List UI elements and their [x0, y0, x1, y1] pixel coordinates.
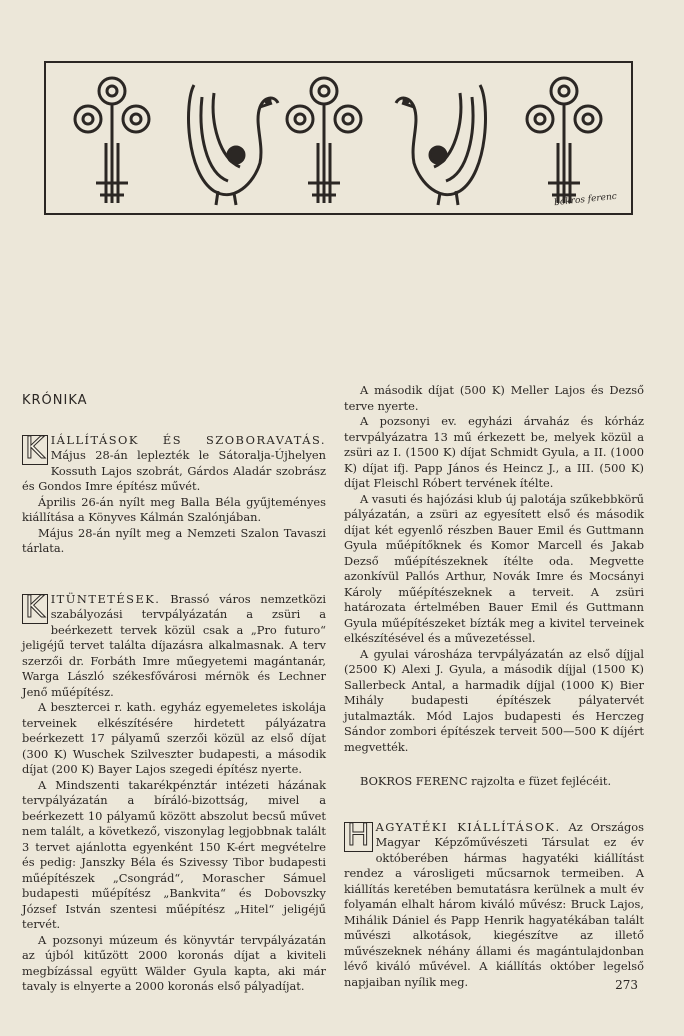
folk-art-ornament [46, 63, 635, 217]
left-column [22, 393, 326, 995]
illustrator-credit: BOKROS FERENC rajzolta e füzet fejlécéit. [360, 774, 612, 788]
header-ornament [44, 61, 633, 215]
section-estate-lead [344, 817, 644, 991]
paragraph: Brassó város nemzetközi szabályozási tervpályázatán a zsüri a beérkezett tervek közül csak a „Pro futuro“ jeligéjű tervet találta díjazásra alkalmasnak. A terv szerzői dr. Forbáth Imre műegyetemi magántanár, Warga László székesfővárosi mérnök és Lechner Jenő műépítész. [22, 591, 326, 699]
paragraph: Április 26-án nyílt meg Balla Béla gyűjteményes kiállítása a Könyves Kálmán Szalónjában. [22, 494, 326, 524]
dropcap: K [22, 594, 48, 624]
right-column [344, 383, 644, 990]
section-exhibitions-lead [22, 430, 326, 495]
paragraph: A pozsonyi ev. egyházi árvaház és kórház tervpályázatra 13 mű érkezett be, melyek közül a zsüri az I. (1500 K) díjat Schmidt Gyula, a II. (1000 K) díjat ifj. Papp János és Heincz J., a III. (500 K) díjat Fleischl Róbert tervének ítélte. [344, 414, 644, 490]
paragraph: Május 28-án leplezték le Sátoralja-Újhelyen Kossuth Lajos szobrát, Gárdos Aladár szobrász és Gondos Imre építész művét. [22, 448, 326, 493]
paragraph: A vasuti és hajózási klub új palotája szűkebbkörű pályázatán, a zsüri az egyesített első és második díjat két egyenlő részben Bauer Emil és Guttmann Gyula műépítőknek és Komor Marcell és Jakab Dezső műépítészeknek ítélte oda. Megvette azonkívül Pallós Arthur, Novák Imre és Mocsányi Károly műépítészeknek a terveit. A zsüri határozata értelmében Bauer Emil és Guttmann Gyula műépítészeket bízták meg a kivitel terveinek elkészítésével és a művezetéssel. [344, 491, 644, 645]
paragraph: A második díjat (500 K) Meller Lajos és Dezső terve nyerte. [344, 383, 644, 413]
chronicle-heading: KRÓNIKA [22, 393, 88, 408]
paragraph: Május 28-án nyílt meg a Nemzeti Szalon Tavaszi tárlata. [22, 525, 326, 555]
section-awards-lead [22, 589, 326, 701]
section-title: AGYATÉKI KIÁLLÍTÁSOK. [375, 819, 561, 834]
section-title: ITÜNTETÉSEK. [50, 591, 161, 606]
section-title: IÁLLÍTÁSOK ÉS SZOBORAVATÁS. [50, 432, 326, 447]
bird-1 [189, 85, 278, 205]
paragraph: A Mindszenti takarékpénztár intézeti házának tervpályázatán a bíráló-bizottság, mivel a beérkezett 10 pályamű között abszolut becsű művet nem talált, a következő, viszonylag legjobbnak talált 3 tervet ajánlotta egyenként 150 K-ért megvételre és pedig: Janszky Béla és Szivessy Tibor budapesti műépítészek „Csongrád“, Morascher Sámuel budapesti műépítész „Bankvita“ és Dobovszky József István szentesi műépítész „Hitel“ jeligéjű tervét. [22, 777, 326, 931]
paragraph: A pozsonyi múzeum és könyvtár tervpályázatán az újból kitűzött 2000 koronás díjat a kiviteli megbízással együtt Wälder Gyula kapta, aki már tavaly is elnyerte a 2000 koronás első pályadíjat. [22, 932, 326, 993]
dropcap: H [344, 822, 373, 852]
flower-tree-1 [75, 78, 149, 203]
paragraph: A gyulai városháza tervpályázatán az első díjjal (2500 K) Alexi J. Gyula, a második díjjal (1500 K) Sallerbeck Antal, a harmadik díjjal (1000 K) Bier Mihály budapesti építészek pályatervét jutalmazták. Mód Lajos budapesti és Herczeg Sándor zombori építészek terveit 500—500 K díjért megvették. [344, 646, 644, 754]
flower-tree-3 [527, 78, 601, 203]
page-number: 273 [615, 978, 638, 992]
section-exhibitions [22, 430, 326, 557]
dropcap: K [22, 435, 48, 465]
paragraph: Az Országos Magyar Képzőművészeti Társulat ez év októberében hármas hagyatéki kiállítást rendez a városligeti műcsarnok termeiben. A kiállítás keretében bemutatásra kerülnek a mult év folyamán elhalt három kiváló művész: Bruck Lajos, Mihálik Dániel és Papp Henrik hagyatékában talált művészi alkotások, kiegészítve az illető művészeknek néhány állami és magántulajdonban lévő kiváló művével. A kiállítás október legelső napjaiban nyílik meg. [344, 819, 644, 989]
section-estate-exhibitions [344, 817, 644, 991]
section-awards [22, 589, 326, 995]
bird-2 [396, 85, 485, 205]
artist-signature: bokros ferenc [553, 191, 618, 209]
flower-tree-2 [287, 78, 361, 203]
paragraph: A besztercei r. kath. egyház egyemeletes iskolája terveinek elkészítésére hirdetett pályázatra beérkezett 17 pályamű szerzői közül az első díjat (300 K) Wuschek Szilveszter budapesti, a második díjat (200 K) Bayer Lajos szegedi építész nyerte. [22, 700, 326, 776]
